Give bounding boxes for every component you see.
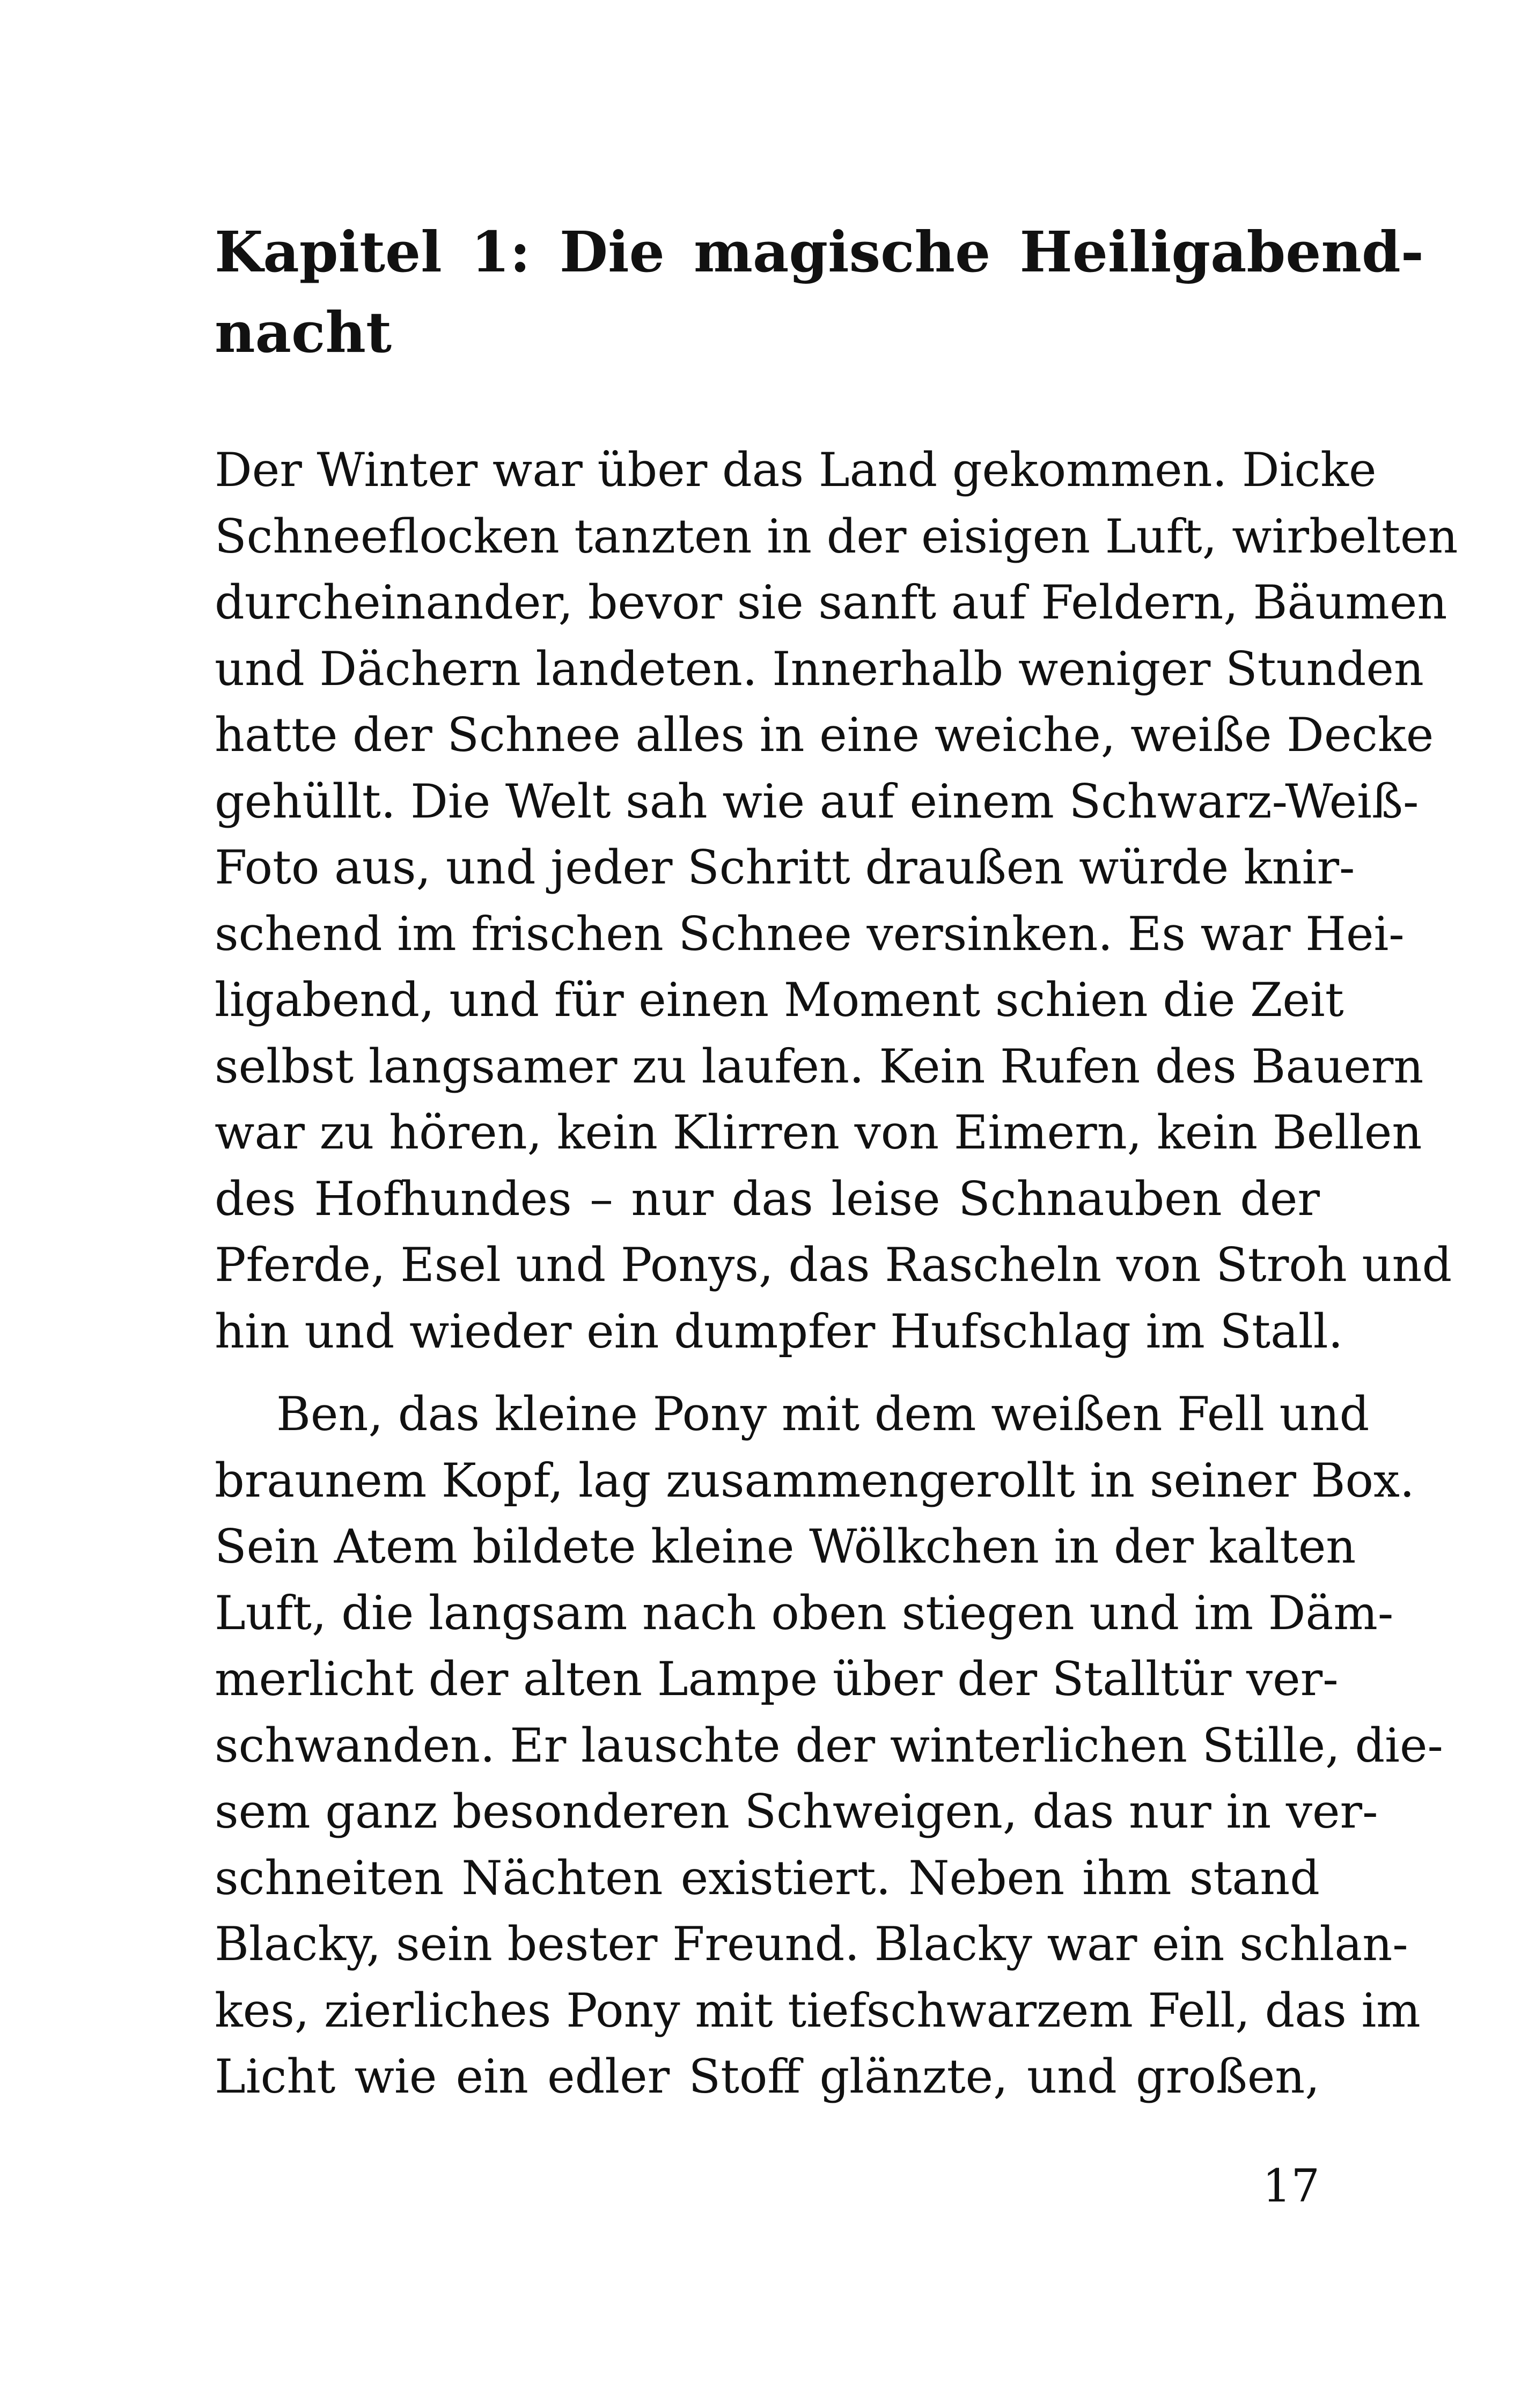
text-line: sem ganz besonderen Schweigen, das nur in ver- — [215, 1784, 1378, 1839]
chapter-heading-line: nacht — [215, 299, 392, 365]
text-line: des Hofhundes – nur das leise Schnauben der — [215, 1171, 1320, 1226]
text-line: schneiten Nächten existiert. Neben ihm stand — [215, 1850, 1320, 1905]
chapter-heading — [215, 212, 1424, 373]
text-line: schend im frischen Schnee versinken. Es war Hei- — [215, 906, 1405, 961]
text-line: Schneeflocken tanzten in der eisigen Luft, wirbelten — [215, 509, 1458, 564]
text-line: durcheinander, bevor sie sanft auf Feldern, Bäumen — [215, 575, 1447, 630]
text-line: hatte der Schnee alles in eine weiche, weiße Decke — [215, 708, 1434, 762]
text-line: merlicht der alten Lampe über der Stalltür ver- — [215, 1652, 1339, 1706]
text-line: schwanden. Er lauschte der winterlichen Stille, die- — [215, 1718, 1443, 1773]
text-line: Luft, die langsam nach oben stiegen und im Däm- — [215, 1585, 1394, 1640]
text-line: Ben, das kleine Pony mit dem weißen Fell und — [276, 1387, 1370, 1441]
text-line: Blacky, sein bester Freund. Blacky war ein schlan- — [215, 1917, 1408, 1971]
text-line: gehüllt. Die Welt sah wie auf einem Schwarz-Weiß- — [215, 774, 1419, 829]
paragraph-2 — [215, 1381, 1443, 2110]
text-line: Licht wie ein edler Stoff glänzte, und großen, — [215, 2049, 1320, 2104]
page-number: 17 — [1262, 2160, 1320, 2212]
text-line: Foto aus, und jeder Schritt draußen würde knir- — [215, 840, 1355, 895]
text-line: war zu hören, kein Klirren von Eimern, kein Bellen — [215, 1105, 1422, 1160]
text-line: Sein Atem bildete kleine Wölkchen in der kalten — [215, 1519, 1356, 1574]
text-line: hin und wieder ein dumpfer Hufschlag im Stall. — [215, 1304, 1343, 1359]
text-line: Pferde, Esel und Ponys, das Rascheln von Stroh und — [215, 1238, 1452, 1292]
chapter-heading-line: Kapitel 1: Die magische Heiligabend- — [215, 219, 1424, 285]
text-line: kes, zierliches Pony mit tiefschwarzem Fell, das im — [215, 1983, 1421, 2038]
text-line: Der Winter war über das Land gekommen. Dicke — [215, 443, 1377, 497]
text-line: und Dächern landeten. Innerhalb weniger Stunden — [215, 641, 1424, 696]
text-line: selbst langsamer zu laufen. Kein Rufen des Bauern — [215, 1039, 1424, 1094]
text-line: braunem Kopf, lag zusammengerollt in seiner Box. — [215, 1453, 1415, 1508]
text-line: ligabend, und für einen Moment schien die Zeit — [215, 973, 1344, 1027]
paragraph-1 — [215, 437, 1458, 1365]
